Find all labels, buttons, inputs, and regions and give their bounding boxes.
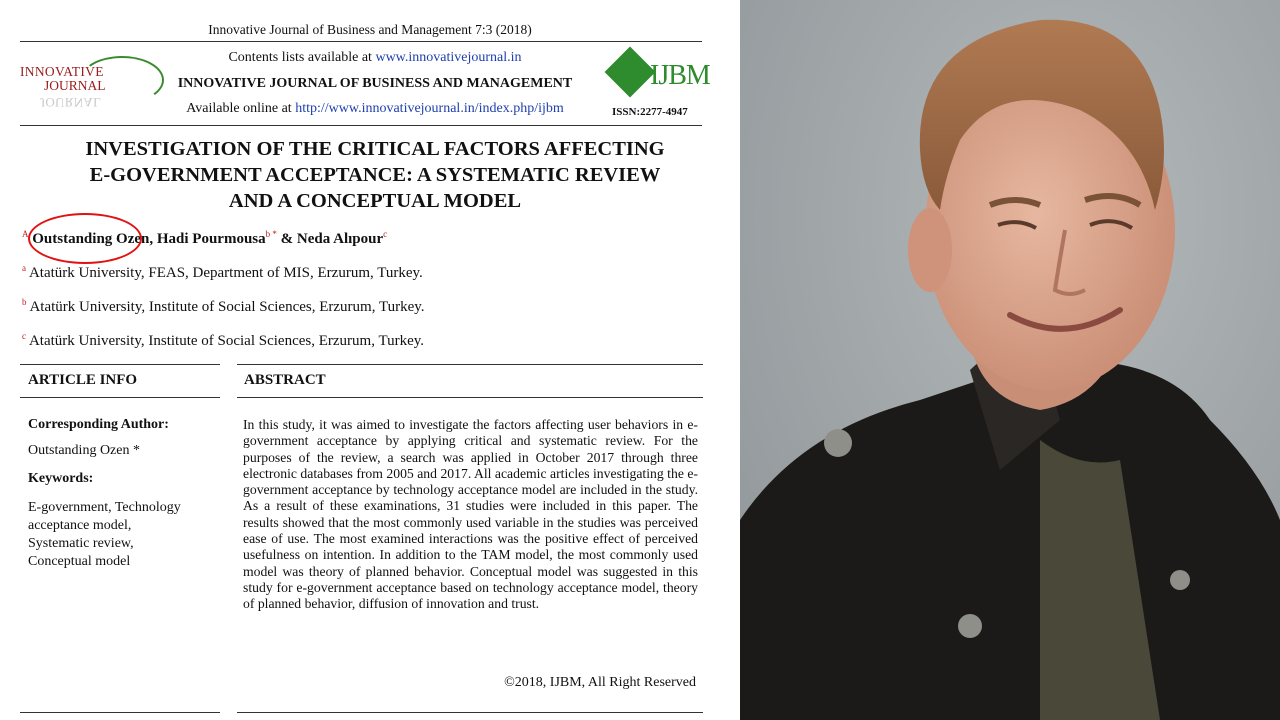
- corresponding-author-label: Corresponding Author:: [28, 417, 169, 432]
- header-rule: [20, 41, 702, 42]
- abstract-heading: ABSTRACT: [244, 372, 326, 388]
- contents-link[interactable]: www.innovativejournal.in: [375, 50, 522, 65]
- ijbm-logo: [604, 48, 708, 124]
- keyword-line: E-government, Technology: [28, 500, 181, 515]
- journal-name: INNOVATIVE JOURNAL OF BUSINESS AND MANAGEMENT: [177, 76, 573, 91]
- abstract-top-rule: [237, 364, 703, 365]
- jacket-button: [958, 614, 982, 638]
- affiliation-c-text: Atatürk University, Institute of Social Sciences, Erzurum, Turkey.: [28, 333, 425, 349]
- ijbm-diamond-icon: [605, 47, 656, 98]
- journal-header: Innovative Journal of Business and Management 7:3 (2018): [208, 22, 532, 37]
- abstract-text: In this study, it was aimed to investigate the factors affecting user behaviors in e-government acceptance by applying critical and systematic review. For the purposes of the review, a search was applied in October 2017 through three electronic databases from 2005 and 2017. All academic articles investigating the e-government acceptance by technology acceptance model are included in the study. As a result of these examinations, 31 studies were included in this paper. The results showed that the most commonly used variable in the studies was perceived ease of use. The most examined interactions was the positive effect of perceived usefulness on intention. In addition to the TAM model, the most commonly used model was theory of planned behavior. Conceptual model was suggested in this study for e-government acceptance based on technology acceptance model, theory of planned behavior, diffusion of innovation and trust.: [243, 417, 698, 612]
- keyword-line: Systematic review,: [28, 536, 134, 551]
- available-prefix: Available online at: [186, 101, 296, 116]
- author1: Outstanding Ozen,: [32, 231, 157, 247]
- ear: [908, 208, 952, 292]
- logo-reflection: JOURNAL: [40, 95, 102, 110]
- jacket-button: [824, 429, 852, 457]
- masthead-rule: [20, 125, 702, 126]
- author3-sup: c: [383, 229, 388, 239]
- ijbm-logo-text: IJBM: [650, 60, 710, 91]
- keywords-label: Keywords:: [28, 471, 94, 486]
- author3: & Neda Alıpour: [276, 231, 384, 247]
- author1-sup: A: [22, 229, 29, 239]
- affiliation-a-text: Atatürk University, FEAS, Department of MIS, Erzurum, Turkey.: [28, 265, 423, 281]
- info-head-rule: [20, 397, 220, 398]
- logo-left-line2: JOURNAL: [44, 78, 106, 93]
- innovative-journal-logo: [20, 56, 145, 120]
- affiliation-c: [22, 331, 424, 350]
- keyword-line: Conceptual model: [28, 554, 131, 569]
- title-line-3: AND A CONCEPTUAL MODEL: [228, 190, 522, 212]
- issn: ISSN:2277-4947: [612, 106, 688, 118]
- info-bottom-rule: [20, 712, 220, 713]
- abstract-head-rule: [237, 397, 703, 398]
- jacket-button: [1170, 570, 1190, 590]
- copyright: ©2018, IJBM, All Right Reserved: [504, 675, 696, 690]
- affiliation-a-sup: a: [22, 263, 26, 273]
- info-top-rule: [20, 364, 220, 365]
- author-photo: [740, 0, 1280, 720]
- logo-left-line1: INNOVATIVE: [20, 64, 104, 79]
- article-info-heading: ARTICLE INFO: [28, 372, 138, 388]
- affiliation-b-sup: b: [22, 297, 27, 307]
- corresponding-author-value: Outstanding Ozen *: [28, 443, 140, 458]
- title-line-1: INVESTIGATION OF THE CRITICAL FACTORS AFFECTING: [85, 138, 665, 160]
- affiliation-a: [22, 263, 423, 282]
- affiliation-b-text: Atatürk University, Institute of Social Sciences, Erzurum, Turkey.: [29, 299, 425, 315]
- title-line-2: E-GOVERNMENT ACCEPTANCE: A SYSTEMATIC REVIEW: [89, 164, 661, 186]
- author2: Hadi Pourmousa: [156, 231, 266, 247]
- available-online-line: [140, 101, 610, 117]
- keywords-list: [28, 499, 213, 571]
- contents-prefix: Contents lists available at: [228, 50, 376, 65]
- available-link[interactable]: http://www.innovativejournal.in/index.php/ijbm: [295, 101, 564, 116]
- author2-sup: b *: [265, 229, 277, 239]
- affiliation-b: [22, 297, 425, 316]
- keyword-line: acceptance model,: [28, 518, 132, 533]
- affiliation-c-sup: c: [22, 331, 26, 341]
- paper-title: [20, 136, 730, 214]
- portrait-illustration: [740, 0, 1280, 720]
- highlight-circle: [28, 213, 142, 264]
- abstract-bottom-rule: [237, 712, 703, 713]
- contents-line: [140, 50, 610, 66]
